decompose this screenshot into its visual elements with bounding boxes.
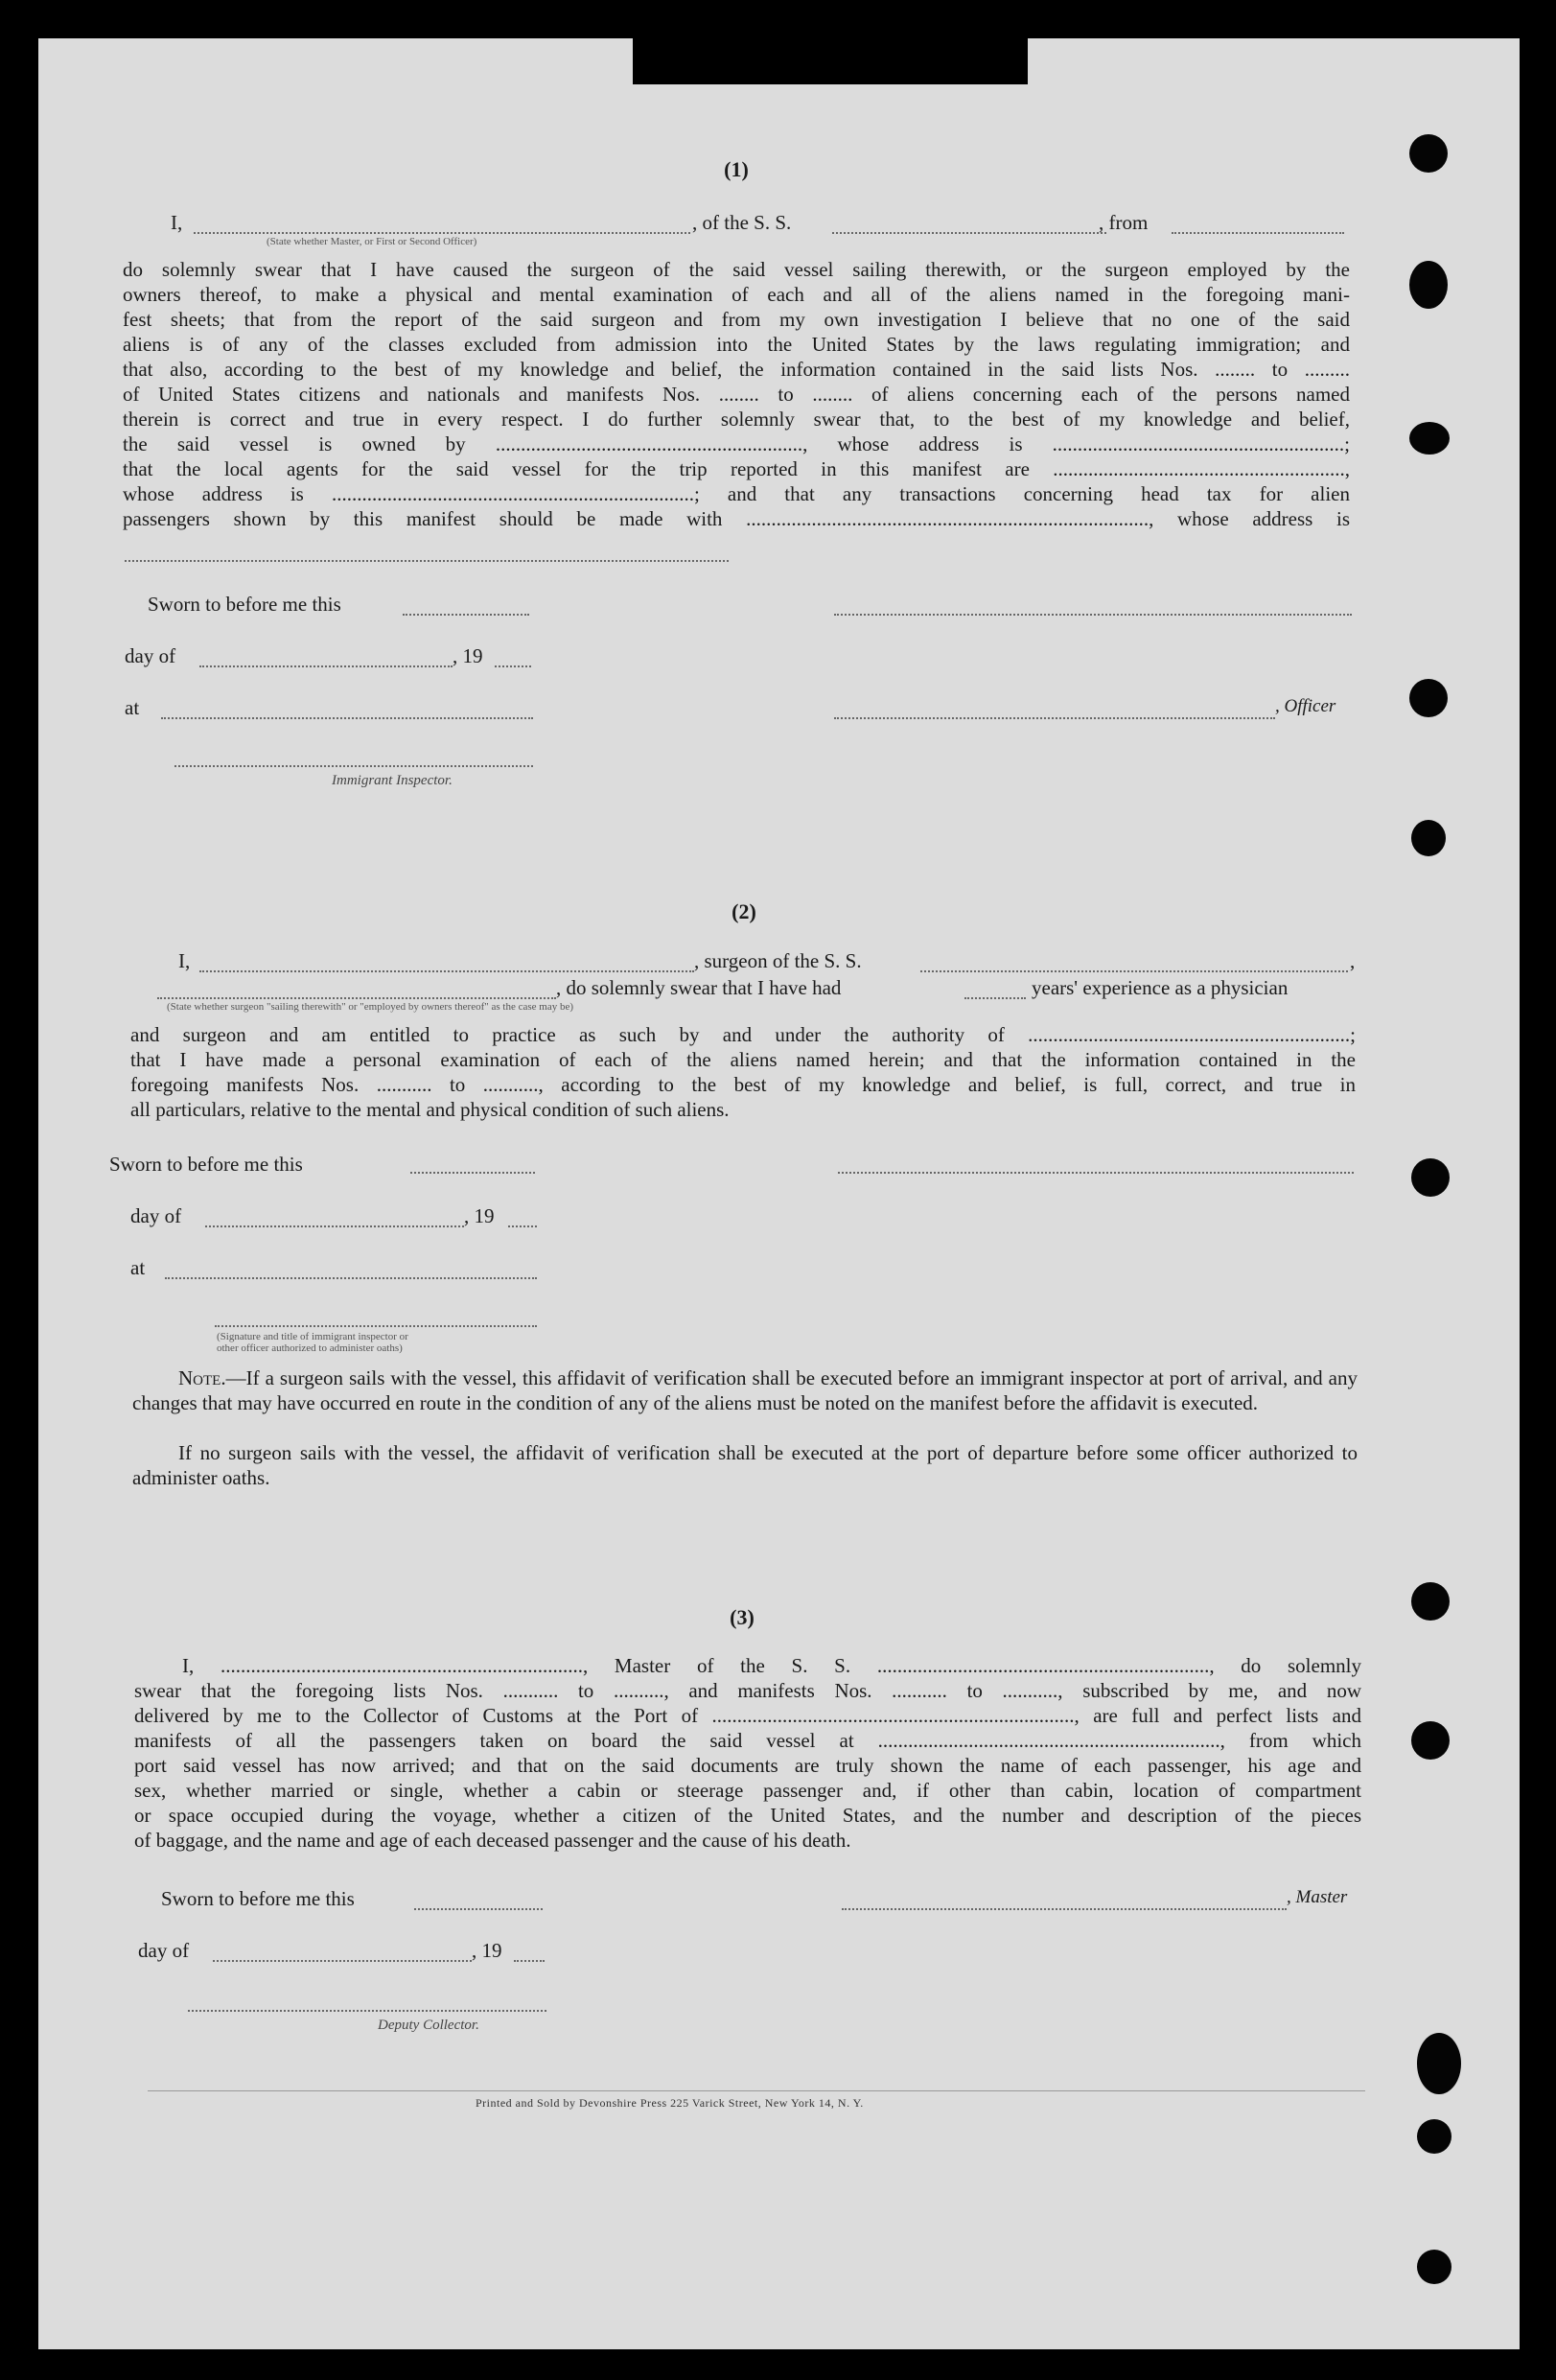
punch-hole	[1411, 1721, 1450, 1760]
sworn-label-1: Sworn to before me this	[148, 593, 341, 616]
footer-rule	[148, 2090, 1365, 2091]
note-paragraph-1	[132, 1365, 1358, 1415]
inspector-signature-field-1[interactable]	[174, 765, 533, 767]
day-of-field-3[interactable]	[213, 1960, 472, 1962]
body-line: manifests of all the passengers taken on board the said vessel at ...................................................................., from which	[134, 1729, 1361, 1752]
body-line: all particulars, relative to the mental and physical condition of such aliens.	[130, 1098, 730, 1121]
printer-footer: Printed and Sold by Devonshire Press 225 Varick Street, New York 14, N. Y.	[476, 2096, 864, 2110]
body-line: swear that the foregoing lists Nos. ........... to .........., and manifests Nos. ........... to ..........., subscribed by me, and now	[134, 1679, 1361, 1702]
body-line: and surgeon and am entitled to practice as such by and under the authority of ................................................................;	[130, 1023, 1356, 1046]
punch-hole	[1411, 1158, 1450, 1197]
body-line: the said vessel is owned by ............................................................., whose address is ..........................................................;	[123, 432, 1350, 455]
master-hint: (State whether Master, or First or Second Officer)	[267, 236, 477, 247]
master-signature-field[interactable]	[842, 1908, 1287, 1910]
body-line: whose address is ........................................................................; and that any transactions concerning head tax for alien	[123, 482, 1350, 505]
at-label-1: at	[125, 696, 140, 719]
year-field-2[interactable]	[508, 1225, 537, 1227]
year-label-1: , 19	[453, 644, 483, 667]
officer-label: , Officer	[1275, 696, 1336, 716]
punch-hole	[1409, 261, 1448, 309]
punch-hole	[1417, 2033, 1461, 2094]
section-3-body	[134, 1653, 1361, 1853]
year-label-3: , 19	[472, 1939, 502, 1962]
surgeon-hint: (State whether surgeon "sailing therewith" or "employed by owners thereof" as the case may be)	[167, 1001, 574, 1013]
inspector-label-1: Immigrant Inspector.	[332, 773, 453, 788]
surgeon-status-field[interactable]	[157, 997, 556, 999]
section-2-number: (2)	[732, 899, 756, 923]
section-1-i: I,	[171, 211, 183, 234]
page-tab-shadow	[633, 38, 1028, 84]
of-ss-label: , of the S. S.	[692, 211, 792, 234]
surgeon-of-ss-label: , surgeon of the S. S.	[694, 949, 862, 972]
at-label-2: at	[130, 1256, 146, 1279]
punch-hole	[1409, 134, 1448, 173]
punch-hole	[1411, 1582, 1450, 1621]
vessel-name-field[interactable]	[832, 232, 1106, 234]
section-3-number: (3)	[730, 1605, 755, 1629]
inspector-signature-field-2[interactable]	[215, 1325, 537, 1327]
body-line: foregoing manifests Nos. ........... to ..........., according to the best of my knowledge and belief, is full, correct, and true in	[130, 1073, 1356, 1096]
surgeon-name-field[interactable]	[199, 970, 694, 972]
section-2-i: I,	[178, 949, 191, 972]
year-label-2: , 19	[464, 1204, 495, 1227]
body-line: do solemnly swear that I have caused the surgeon of the said vessel sailing therewith, or the surgeon employed by the	[123, 258, 1350, 281]
year-field-3[interactable]	[514, 1960, 545, 1962]
note-text-1: —If a surgeon sails with the vessel, this affidavit of verification shall be executed before an immigrant inspector at port of arrival, and any changes that may have occurred en route in the condition of any of the aliens must be noted on the manifest before the affidavit is executed.	[132, 1366, 1358, 1414]
punch-hole	[1417, 2250, 1451, 2284]
body-line: aliens is of any of the classes excluded from admission into the United States by the laws regulating immigration; and	[123, 333, 1350, 356]
closing-address-field[interactable]	[125, 560, 729, 562]
collector-signature-field[interactable]	[188, 2010, 546, 2012]
master-label: , Master	[1287, 1887, 1348, 1907]
body-line: that the local agents for the said vessel for the trip reported in this manifest are ..........................................................,	[123, 457, 1350, 480]
from-label: , from	[1099, 211, 1149, 234]
signature-hint-2: other officer authorized to administer oaths)	[217, 1342, 403, 1354]
sworn-label-2: Sworn to before me this	[109, 1153, 303, 1176]
sworn-date-field-2[interactable]	[410, 1172, 535, 1174]
punch-hole	[1411, 820, 1446, 856]
day-of-field-2[interactable]	[205, 1225, 464, 1227]
day-of-field-1[interactable]	[199, 665, 453, 667]
signature-field-1[interactable]	[834, 614, 1352, 616]
punch-hole	[1417, 2119, 1451, 2154]
sworn-date-field-1[interactable]	[403, 614, 529, 616]
body-line: fest sheets; that from the report of the said surgeon and from my own investigation I believe that no one of the said	[123, 308, 1350, 331]
body-line: delivered by me to the Collector of Customs at the Port of ........................................................................, are full and perfect lists and	[134, 1704, 1361, 1727]
body-line: therein is correct and true in every respect. I do further solemnly swear that, to the best of my knowledge and belief,	[123, 408, 1350, 431]
officer-field[interactable]	[834, 717, 1275, 719]
master-name-field[interactable]	[194, 232, 690, 234]
body-line: of baggage, and the name and age of each deceased passenger and the cause of his death.	[134, 1829, 851, 1852]
years-experience-label: years' experience as a physician	[1032, 976, 1289, 999]
surgeon-vessel-field[interactable]	[920, 970, 1348, 972]
at-field-1[interactable]	[161, 717, 533, 719]
body-line: or space occupied during the voyage, whether a citizen of the United States, and the number and description of the pieces	[134, 1804, 1361, 1827]
body-line: passengers shown by this manifest should be made with ................................................................................, whose address is	[123, 507, 1350, 530]
body-line: that I have made a personal examination of each of the aliens named herein; and that the information contained in the	[130, 1048, 1356, 1071]
section-1-number: (1)	[724, 157, 749, 181]
at-field-2[interactable]	[165, 1277, 537, 1279]
year-field-1[interactable]	[495, 665, 531, 667]
years-field[interactable]	[964, 997, 1026, 999]
punch-hole	[1409, 422, 1450, 455]
body-line: owners thereof, to make a physical and mental examination of each and all of the aliens named in the foregoing mani-	[123, 283, 1350, 306]
day-of-label-3: day of	[138, 1939, 190, 1962]
sworn-label-3: Sworn to before me this	[161, 1887, 355, 1910]
body-line: of United States citizens and nationals and manifests Nos. ........ to ........ of aliens concerning each of the persons named	[123, 383, 1350, 406]
day-of-label-2: day of	[130, 1204, 182, 1227]
body-line: I, ........................................................................, Master of the S. S. .................................................................., do solemnly	[182, 1654, 1361, 1677]
section-2-body	[130, 1022, 1356, 1122]
body-line: port said vessel has now arrived; and that on the said documents are truly shown the name of each passenger, his age and	[134, 1754, 1361, 1777]
body-line: sex, whether married or single, whether a cabin or steerage passenger and, if other than cabin, location of compartment	[134, 1779, 1361, 1802]
section-1-body	[123, 257, 1350, 531]
note-paragraph-2	[132, 1440, 1358, 1490]
day-of-label-1: day of	[125, 644, 176, 667]
do-solemnly-label: , do solemnly swear that I have had	[556, 976, 842, 999]
signature-hint-1: (Signature and title of immigrant inspector or	[217, 1331, 408, 1342]
note-text-2: If no surgeon sails with the vessel, the affidavit of verification shall be executed at the port of departure before some officer authorized to administer oaths.	[132, 1441, 1358, 1489]
collector-label: Deputy Collector.	[378, 2018, 479, 2033]
body-line: that also, according to the best of my knowledge and belief, the information contained in the said lists Nos. ........ to .........	[123, 358, 1350, 381]
from-port-field[interactable]	[1172, 232, 1344, 234]
signature-field-2[interactable]	[838, 1172, 1354, 1174]
punch-hole	[1409, 679, 1448, 717]
sworn-date-field-3[interactable]	[414, 1908, 543, 1910]
note-label: Note.	[178, 1366, 226, 1389]
comma: ,	[1350, 949, 1356, 972]
